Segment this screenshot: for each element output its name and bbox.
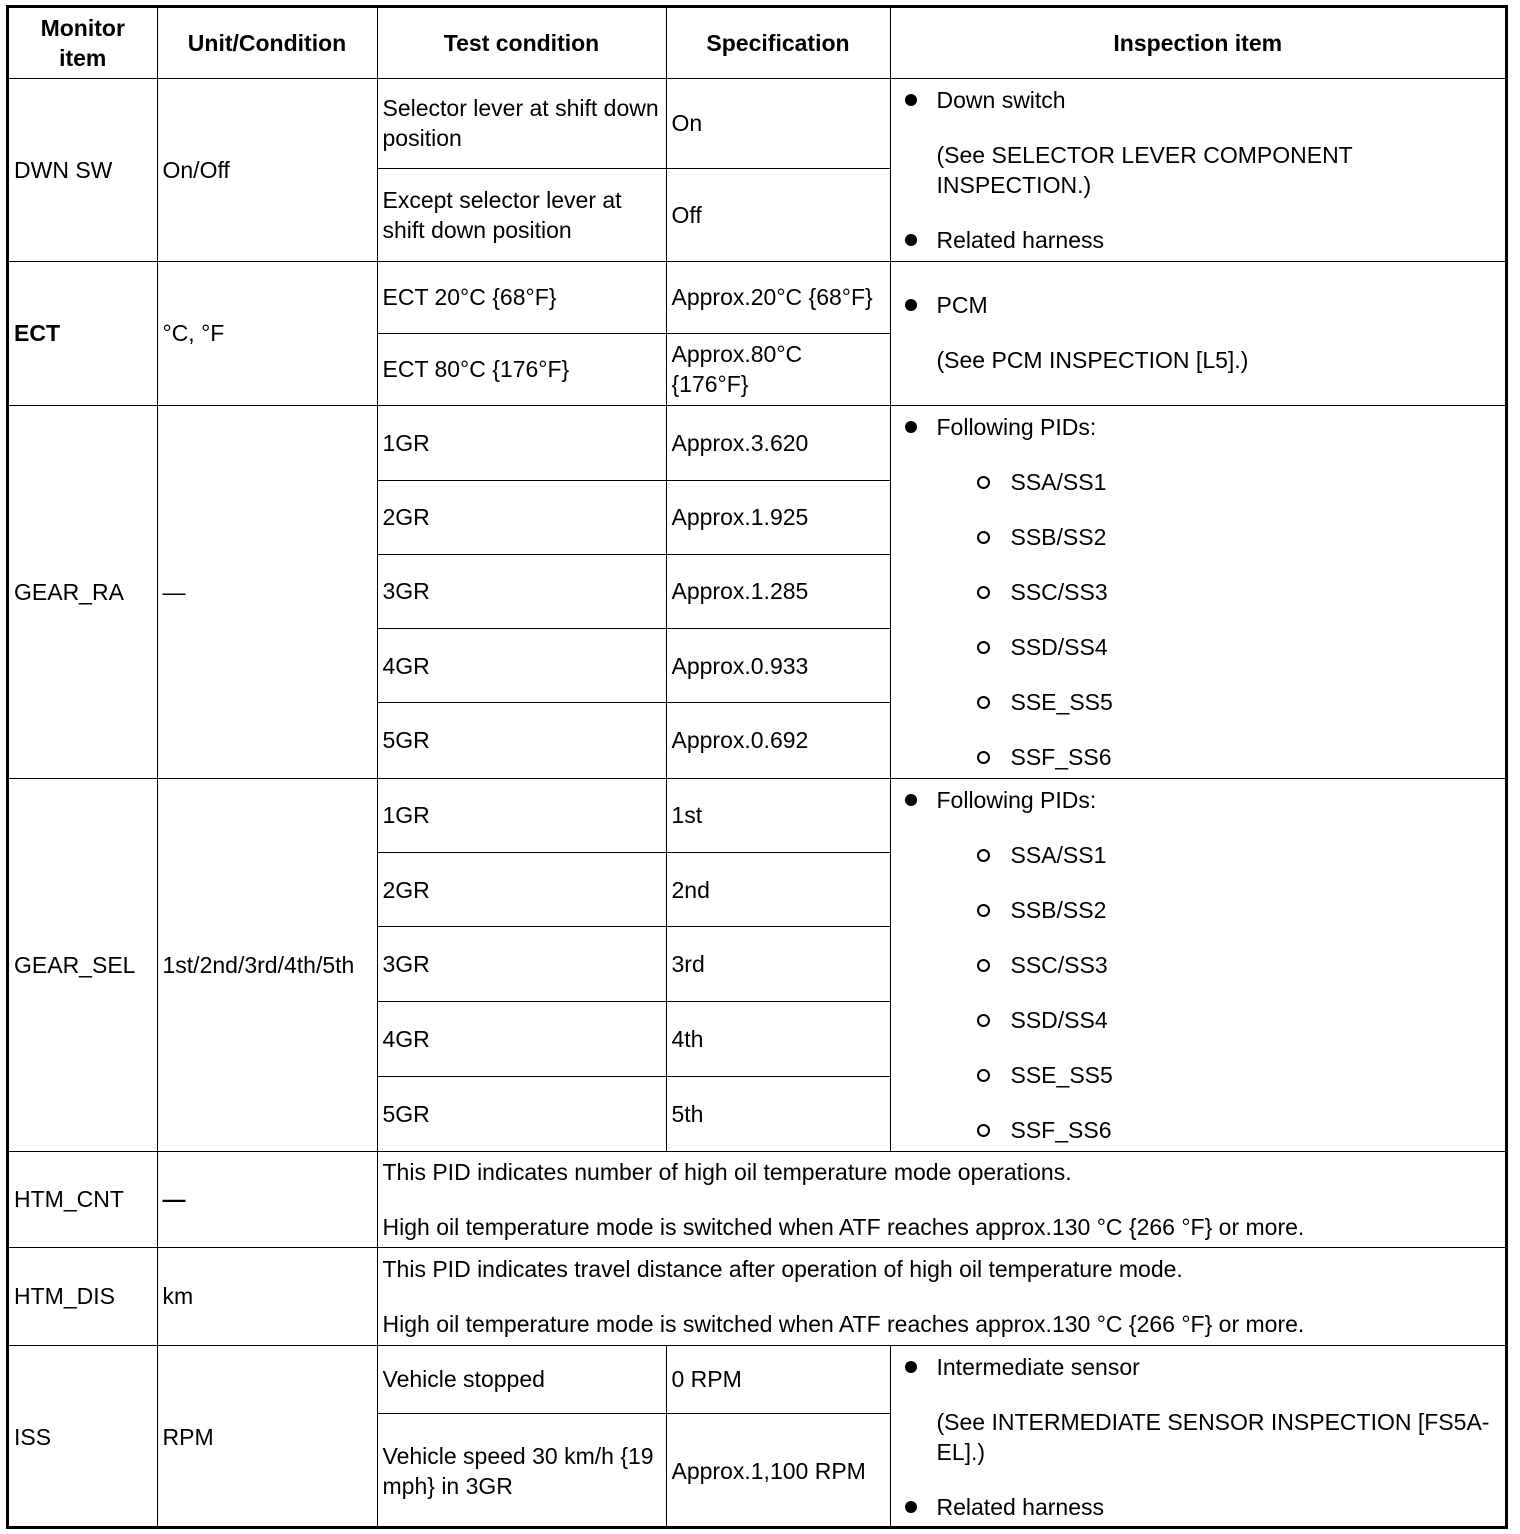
- test-condition: ECT 80°C {176°F}: [377, 333, 666, 405]
- monitor-item-ect: ECT: [9, 261, 157, 405]
- pid-list-item: SSD/SS4: [937, 632, 1496, 662]
- test-condition: 1GR: [377, 778, 666, 852]
- description-line: High oil temperature mode is switched when ATF reaches approx.130 °C {266 °F} or more.: [382, 1310, 1305, 1337]
- inspection-note: (See SELECTOR LEVER COMPONENT INSPECTION.): [936, 141, 1353, 198]
- specification: Approx.20°C {68°F}: [666, 261, 890, 333]
- pid-list-item: SSE_SS5: [937, 1060, 1496, 1090]
- inspection-bullet: Related harness: [937, 1492, 1496, 1522]
- pid-list-item: SSC/SS3: [937, 950, 1496, 980]
- specification: 1st: [666, 778, 890, 852]
- pid-list-item: SSB/SS2: [937, 895, 1496, 925]
- unit-gear-ra: —: [157, 405, 377, 778]
- inspection-bullet: Following PIDs:: [937, 785, 1496, 815]
- table-row: [9, 1345, 1505, 1413]
- inspection-bullet: Related harness: [937, 225, 1496, 255]
- inspection-gear-ra: [890, 405, 1505, 778]
- table-row: [9, 1247, 1505, 1345]
- monitor-item-gear-sel: GEAR_SEL: [9, 778, 157, 1151]
- monitor-item-htm-cnt: HTM_CNT: [9, 1151, 157, 1247]
- description-line: High oil temperature mode is switched when ATF reaches approx.130 °C {266 °F} or more.: [382, 1213, 1305, 1240]
- test-condition: Vehicle stopped: [377, 1345, 666, 1413]
- description-line: This PID indicates travel distance after operation of high oil temperature mode.: [382, 1255, 1183, 1282]
- table-row: [9, 778, 1505, 852]
- pid-list-item: SSA/SS1: [937, 840, 1496, 870]
- specification: Approx.1,100 RPM: [666, 1413, 890, 1528]
- specification: Approx.1.925: [666, 480, 890, 554]
- test-condition: Except selector lever at shift down position: [377, 168, 666, 261]
- monitor-item-dwn-sw: DWN SW: [9, 78, 157, 261]
- inspection-bullet: Down switch: [937, 85, 1496, 115]
- inspection-iss: [890, 1345, 1505, 1528]
- test-condition: Selector lever at shift down position: [377, 78, 666, 168]
- pid-list-item: SSA/SS1: [937, 467, 1496, 497]
- specification: Approx.80°C {176°F}: [666, 333, 890, 405]
- test-condition: 5GR: [377, 1077, 666, 1151]
- description-htm-cnt: [377, 1151, 1505, 1247]
- monitor-item-iss: ISS: [9, 1345, 157, 1528]
- test-condition: 4GR: [377, 629, 666, 703]
- unit-iss: RPM: [157, 1345, 377, 1528]
- header-unit-condition: Unit/Condition: [157, 8, 377, 78]
- description-htm-dis: [377, 1247, 1505, 1345]
- description-line: This PID indicates number of high oil temperature mode operations.: [382, 1158, 1072, 1185]
- unit-ect: °C, °F: [157, 261, 377, 405]
- specification: 5th: [666, 1077, 890, 1151]
- specification: Approx.3.620: [666, 405, 890, 480]
- inspection-bullet: Intermediate sensor: [937, 1352, 1496, 1382]
- unit-dwn-sw: On/Off: [157, 78, 377, 261]
- monitor-item-htm-dis: HTM_DIS: [9, 1247, 157, 1345]
- inspection-note: (See INTERMEDIATE SENSOR INSPECTION [FS5A-EL].): [936, 1408, 1490, 1465]
- test-condition: 2GR: [377, 852, 666, 926]
- specification: Approx.0.933: [666, 629, 890, 703]
- test-condition: 2GR: [377, 480, 666, 554]
- test-condition: 3GR: [377, 927, 666, 1001]
- unit-gear-sel: 1st/2nd/3rd/4th/5th: [157, 778, 377, 1151]
- inspection-dwn-sw: [890, 78, 1505, 261]
- specification: 3rd: [666, 927, 890, 1001]
- table-row: [9, 405, 1505, 480]
- table-row: [9, 261, 1505, 333]
- test-condition: Vehicle speed 30 km/h {19 mph} in 3GR: [377, 1413, 666, 1528]
- inspection-bullet: PCM: [937, 290, 1496, 320]
- monitor-item-gear-ra: GEAR_RA: [9, 405, 157, 778]
- inspection-gear-sel: [890, 778, 1505, 1151]
- pid-list-item: SSC/SS3: [937, 577, 1496, 607]
- test-condition: 5GR: [377, 703, 666, 778]
- specification: Off: [666, 168, 890, 261]
- specification: On: [666, 78, 890, 168]
- test-condition: ECT 20°C {68°F}: [377, 261, 666, 333]
- specification: 2nd: [666, 852, 890, 926]
- pid-list-item: SSF_SS6: [937, 742, 1496, 772]
- test-condition: 1GR: [377, 405, 666, 480]
- table-row: [9, 1151, 1505, 1247]
- monitor-table-frame: [6, 5, 1508, 1529]
- table-row: [9, 78, 1505, 168]
- header-specification: Specification: [666, 8, 890, 78]
- pid-list-item: SSD/SS4: [937, 1005, 1496, 1035]
- unit-htm-cnt: —: [157, 1151, 377, 1247]
- header-row: [9, 8, 1505, 78]
- specification: Approx.0.692: [666, 703, 890, 778]
- pid-list-item: SSF_SS6: [937, 1115, 1496, 1145]
- header-monitor-item: Monitor item: [9, 8, 157, 78]
- pid-list-item: SSB/SS2: [937, 522, 1496, 552]
- pid-list-item: SSE_SS5: [937, 687, 1496, 717]
- inspection-bullet: Following PIDs:: [937, 412, 1496, 442]
- unit-htm-dis: km: [157, 1247, 377, 1345]
- pid-monitor-table: [9, 8, 1505, 1529]
- header-inspection-item: Inspection item: [890, 8, 1505, 78]
- test-condition: 4GR: [377, 1001, 666, 1076]
- specification: 4th: [666, 1001, 890, 1076]
- inspection-note: (See PCM INSPECTION [L5].): [936, 346, 1249, 373]
- test-condition: 3GR: [377, 554, 666, 628]
- specification: 0 RPM: [666, 1345, 890, 1413]
- header-test-condition: Test condition: [377, 8, 666, 78]
- specification: Approx.1.285: [666, 554, 890, 628]
- inspection-ect: [890, 261, 1505, 405]
